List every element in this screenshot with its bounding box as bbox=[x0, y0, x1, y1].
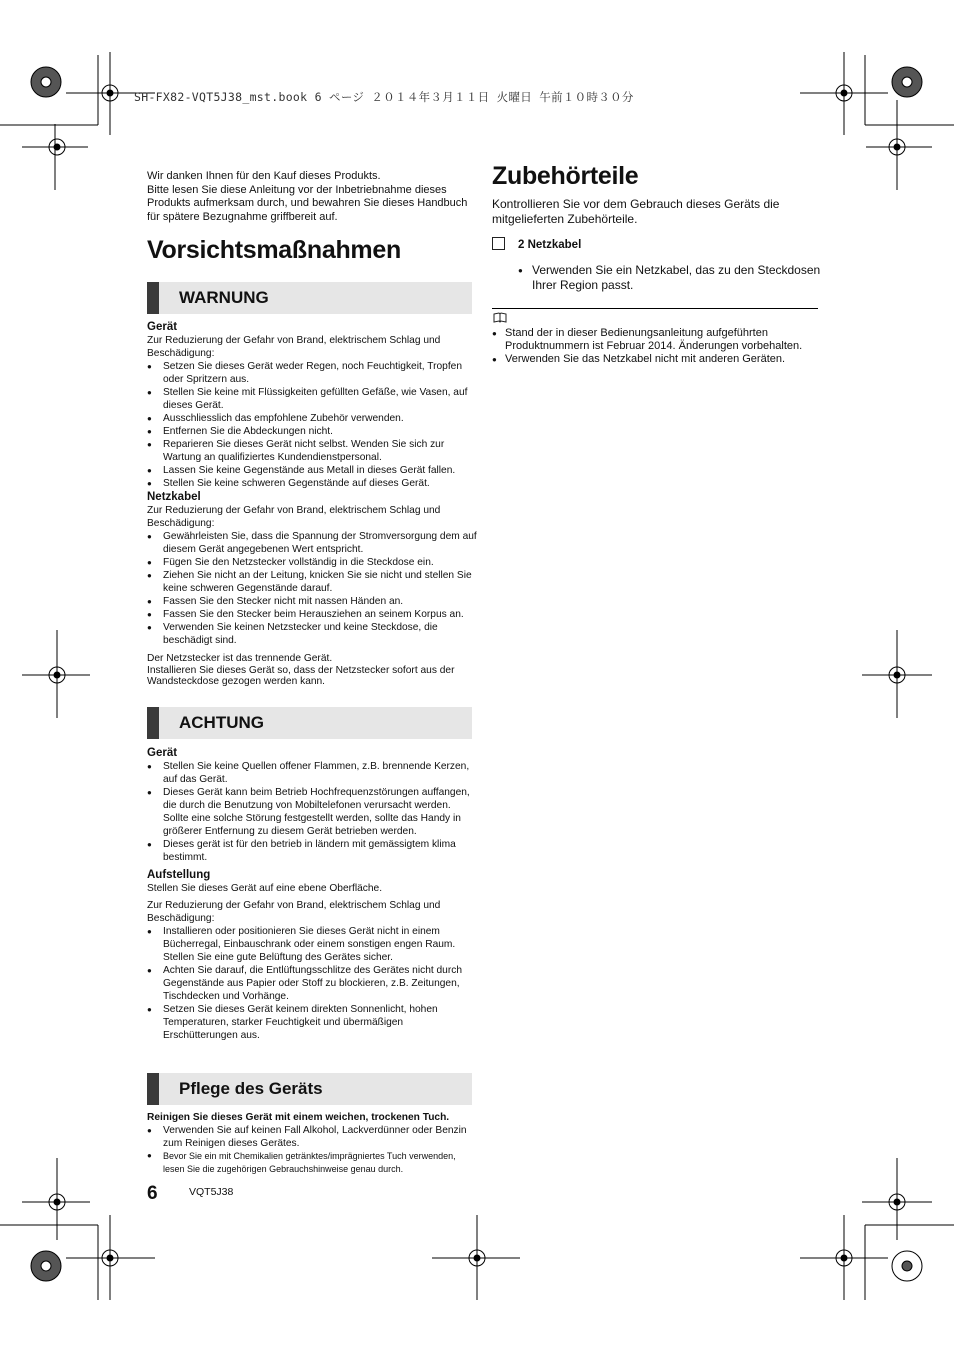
list-item: ● Stellen Sie keine schweren Gegenstände auf dieses Gerät. bbox=[147, 477, 477, 490]
list-item: ● Entfernen Sie die Abdeckungen nicht. bbox=[147, 425, 477, 438]
doc-code: VQT5J38 bbox=[189, 1186, 234, 1198]
accessory-item bbox=[492, 237, 822, 251]
note-book-icon bbox=[493, 312, 507, 323]
list-item: ● Ausschliesslich das empfohlene Zubehör verwenden. bbox=[147, 412, 477, 425]
caution-heading bbox=[147, 707, 472, 739]
cable-list bbox=[147, 530, 477, 647]
intro-line-1: Wir danken Ihnen für den Kauf dieses Produkts. bbox=[147, 170, 381, 182]
list-item: ● Verwenden Sie das Netzkabel nicht mit anderen Geräten. bbox=[492, 353, 822, 366]
accessories-intro: Kontrollieren Sie vor dem Gebrauch dieses Geräts die mitgelieferten Zubehörteile. bbox=[492, 197, 780, 226]
accessory-item-label: 2 Netzkabel bbox=[518, 239, 582, 251]
heading-bar bbox=[147, 282, 159, 314]
list-item: ● Dieses gerät ist für den betrieb in ländern mit gemässigtem klima bestimmt. bbox=[147, 838, 477, 864]
setup-list bbox=[147, 925, 477, 1042]
list-item: ● Installieren oder positionieren Sie dieses Gerät nicht in einem Bücherregal, Einbauschrank oder einem sonstigen engen Raum. Stellen Sie eine gute Belüftung des Gerätes sicher. bbox=[147, 925, 477, 964]
checkbox-icon bbox=[492, 237, 505, 250]
device-list bbox=[147, 360, 477, 490]
care-lead: Reinigen Sie dieses Gerät mit einem weichen, trockenen Tuch. bbox=[147, 1112, 450, 1123]
device-intro: Zur Reduzierung der Gefahr von Brand, elektrischem Schlag und Beschädigung: bbox=[147, 335, 441, 359]
list-item: ● Fügen Sie den Netzstecker vollständig in die Steckdose ein. bbox=[147, 556, 477, 569]
plug-note-1: Der Netzstecker ist das trennende Gerät. bbox=[147, 653, 333, 664]
accessories-section bbox=[492, 197, 822, 293]
setup-line: Stellen Sie dieses Gerät auf eine ebene Oberfläche. bbox=[147, 883, 383, 894]
list-item: ● Verwenden Sie ein Netzkabel, das zu den Steckdosen Ihrer Region passt. bbox=[518, 263, 822, 293]
list-item: ● Setzen Sie dieses Gerät keinem direkten Sonnenlicht, hohen Temperaturen, starker Feuchtigkeit und übermäßigen Erschütterungen aus. bbox=[147, 1003, 477, 1042]
accessory-bullets bbox=[518, 263, 822, 293]
warning-section bbox=[147, 320, 477, 688]
intro-text bbox=[147, 170, 477, 224]
warning-heading bbox=[147, 282, 472, 314]
accessories-title: Zubehörteile bbox=[492, 162, 639, 190]
heading-bar bbox=[147, 707, 159, 739]
list-item: ● Lassen Sie keine Gegenstände aus Metall in dieses Gerät fallen. bbox=[147, 464, 477, 477]
cable-intro: Zur Reduzierung der Gefahr von Brand, elektrischem Schlag und Beschädigung: bbox=[147, 505, 441, 529]
list-item: ● Ziehen Sie nicht an der Leitung, knicken Sie sie nicht und stellen Sie keine schweren Gegenstände darauf. bbox=[147, 569, 477, 595]
caution-section bbox=[147, 746, 477, 1042]
care-list bbox=[147, 1124, 477, 1150]
list-item: ● Gewährleisten Sie, dass die Spannung der Stromversorgung dem auf diesem Gerät angegebenen Wert entspricht. bbox=[147, 530, 477, 556]
precautions-title: Vorsichtsmaßnahmen bbox=[147, 236, 401, 264]
list-item: ● Achten Sie darauf, die Entlüftungsschlitze des Gerätes nicht durch Gegenstände aus Papier oder Stoff zu blockieren, z.B. Zeitungen, Tischdecken und Vorhänge. bbox=[147, 964, 477, 1003]
list-item: ● Bevor Sie ein mit Chemikalien getränktes/imprägniertes Tuch verwenden, lesen Sie die zugehörigen Gebrauchshinweise genau durch. bbox=[147, 1150, 477, 1175]
list-item: ● Fassen Sie den Stecker beim Herausziehen an seinem Korpus an. bbox=[147, 608, 477, 621]
care-section bbox=[147, 1111, 477, 1175]
heading-bar bbox=[147, 1073, 159, 1105]
plug-note-2: Installieren Sie dieses Gerät so, dass der Netzstecker sofort aus der Wandsteckdose gezogen werden kann. bbox=[147, 664, 455, 687]
intro-line-2: Bitte lesen Sie diese Anleitung vor der Inbetriebnahme dieses Produkts aufmerksam durch, und bewahren Sie dieses Handbuch für spätere Bezugnahme griffbereit auf. bbox=[147, 183, 468, 223]
list-item: ● Verwenden Sie auf keinen Fall Alkohol, Lackverdünner oder Benzin zum Reinigen dieses Gerätes. bbox=[147, 1124, 477, 1150]
list-item: ● Stellen Sie keine Quellen offener Flammen, z.B. brennende Kerzen, auf das Gerät. bbox=[147, 760, 477, 786]
care-heading bbox=[147, 1073, 472, 1105]
list-item: ● Reparieren Sie dieses Gerät nicht selbst. Wenden Sie sich zur Wartung an qualifiziertes Kundendienstpersonal. bbox=[147, 438, 477, 464]
list-item: ● Verwenden Sie keinen Netzstecker und keine Steckdose, die beschädigt sind. bbox=[147, 621, 477, 647]
list-item: ● Setzen Sie dieses Gerät weder Regen, noch Feuchtigkeit, Tropfen oder Spritzern aus. bbox=[147, 360, 477, 386]
warning-heading-text: WARNUNG bbox=[179, 288, 269, 307]
print-header: SH-FX82-VQT5J38_mst.book 6 ページ ２０１４年３月１１日 火曜日 午前１０時３０分 bbox=[134, 90, 634, 104]
caution-device-list bbox=[147, 760, 477, 864]
setup-subtitle: Aufstellung bbox=[147, 869, 211, 881]
care-heading-text: Pflege des Geräts bbox=[179, 1079, 323, 1098]
list-item: ● Stand der in dieser Bedienungsanleitung aufgeführten Produktnummern ist Februar 2014. Änderungen vorbehalten. bbox=[492, 327, 822, 353]
caution-device-subtitle: Gerät bbox=[147, 747, 178, 759]
list-item: ● Fassen Sie den Stecker nicht mit nassen Händen an. bbox=[147, 595, 477, 608]
page-number: 6 bbox=[147, 1183, 158, 1204]
list-item: ● Dieses Gerät kann beim Betrieb Hochfrequenzstörungen auffangen, die durch die Benutzung von Mobiltelefonen verursacht werden. Sollte eine solche Störung festgestellt werden, sollte das Handy in größerer Entfernung zu diesem Gerät betrieben werden. bbox=[147, 786, 477, 838]
cable-subtitle: Netzkabel bbox=[147, 491, 201, 503]
device-subtitle: Gerät bbox=[147, 321, 178, 333]
notes-list bbox=[492, 327, 822, 366]
note-divider bbox=[492, 308, 818, 309]
setup-intro: Zur Reduzierung der Gefahr von Brand, elektrischem Schlag und Beschädigung: bbox=[147, 900, 441, 924]
care-list-small bbox=[147, 1150, 477, 1175]
caution-heading-text: ACHTUNG bbox=[179, 713, 264, 732]
list-item: ● Stellen Sie keine mit Flüssigkeiten gefüllten Gefäße, wie Vasen, auf dieses Gerät. bbox=[147, 386, 477, 412]
